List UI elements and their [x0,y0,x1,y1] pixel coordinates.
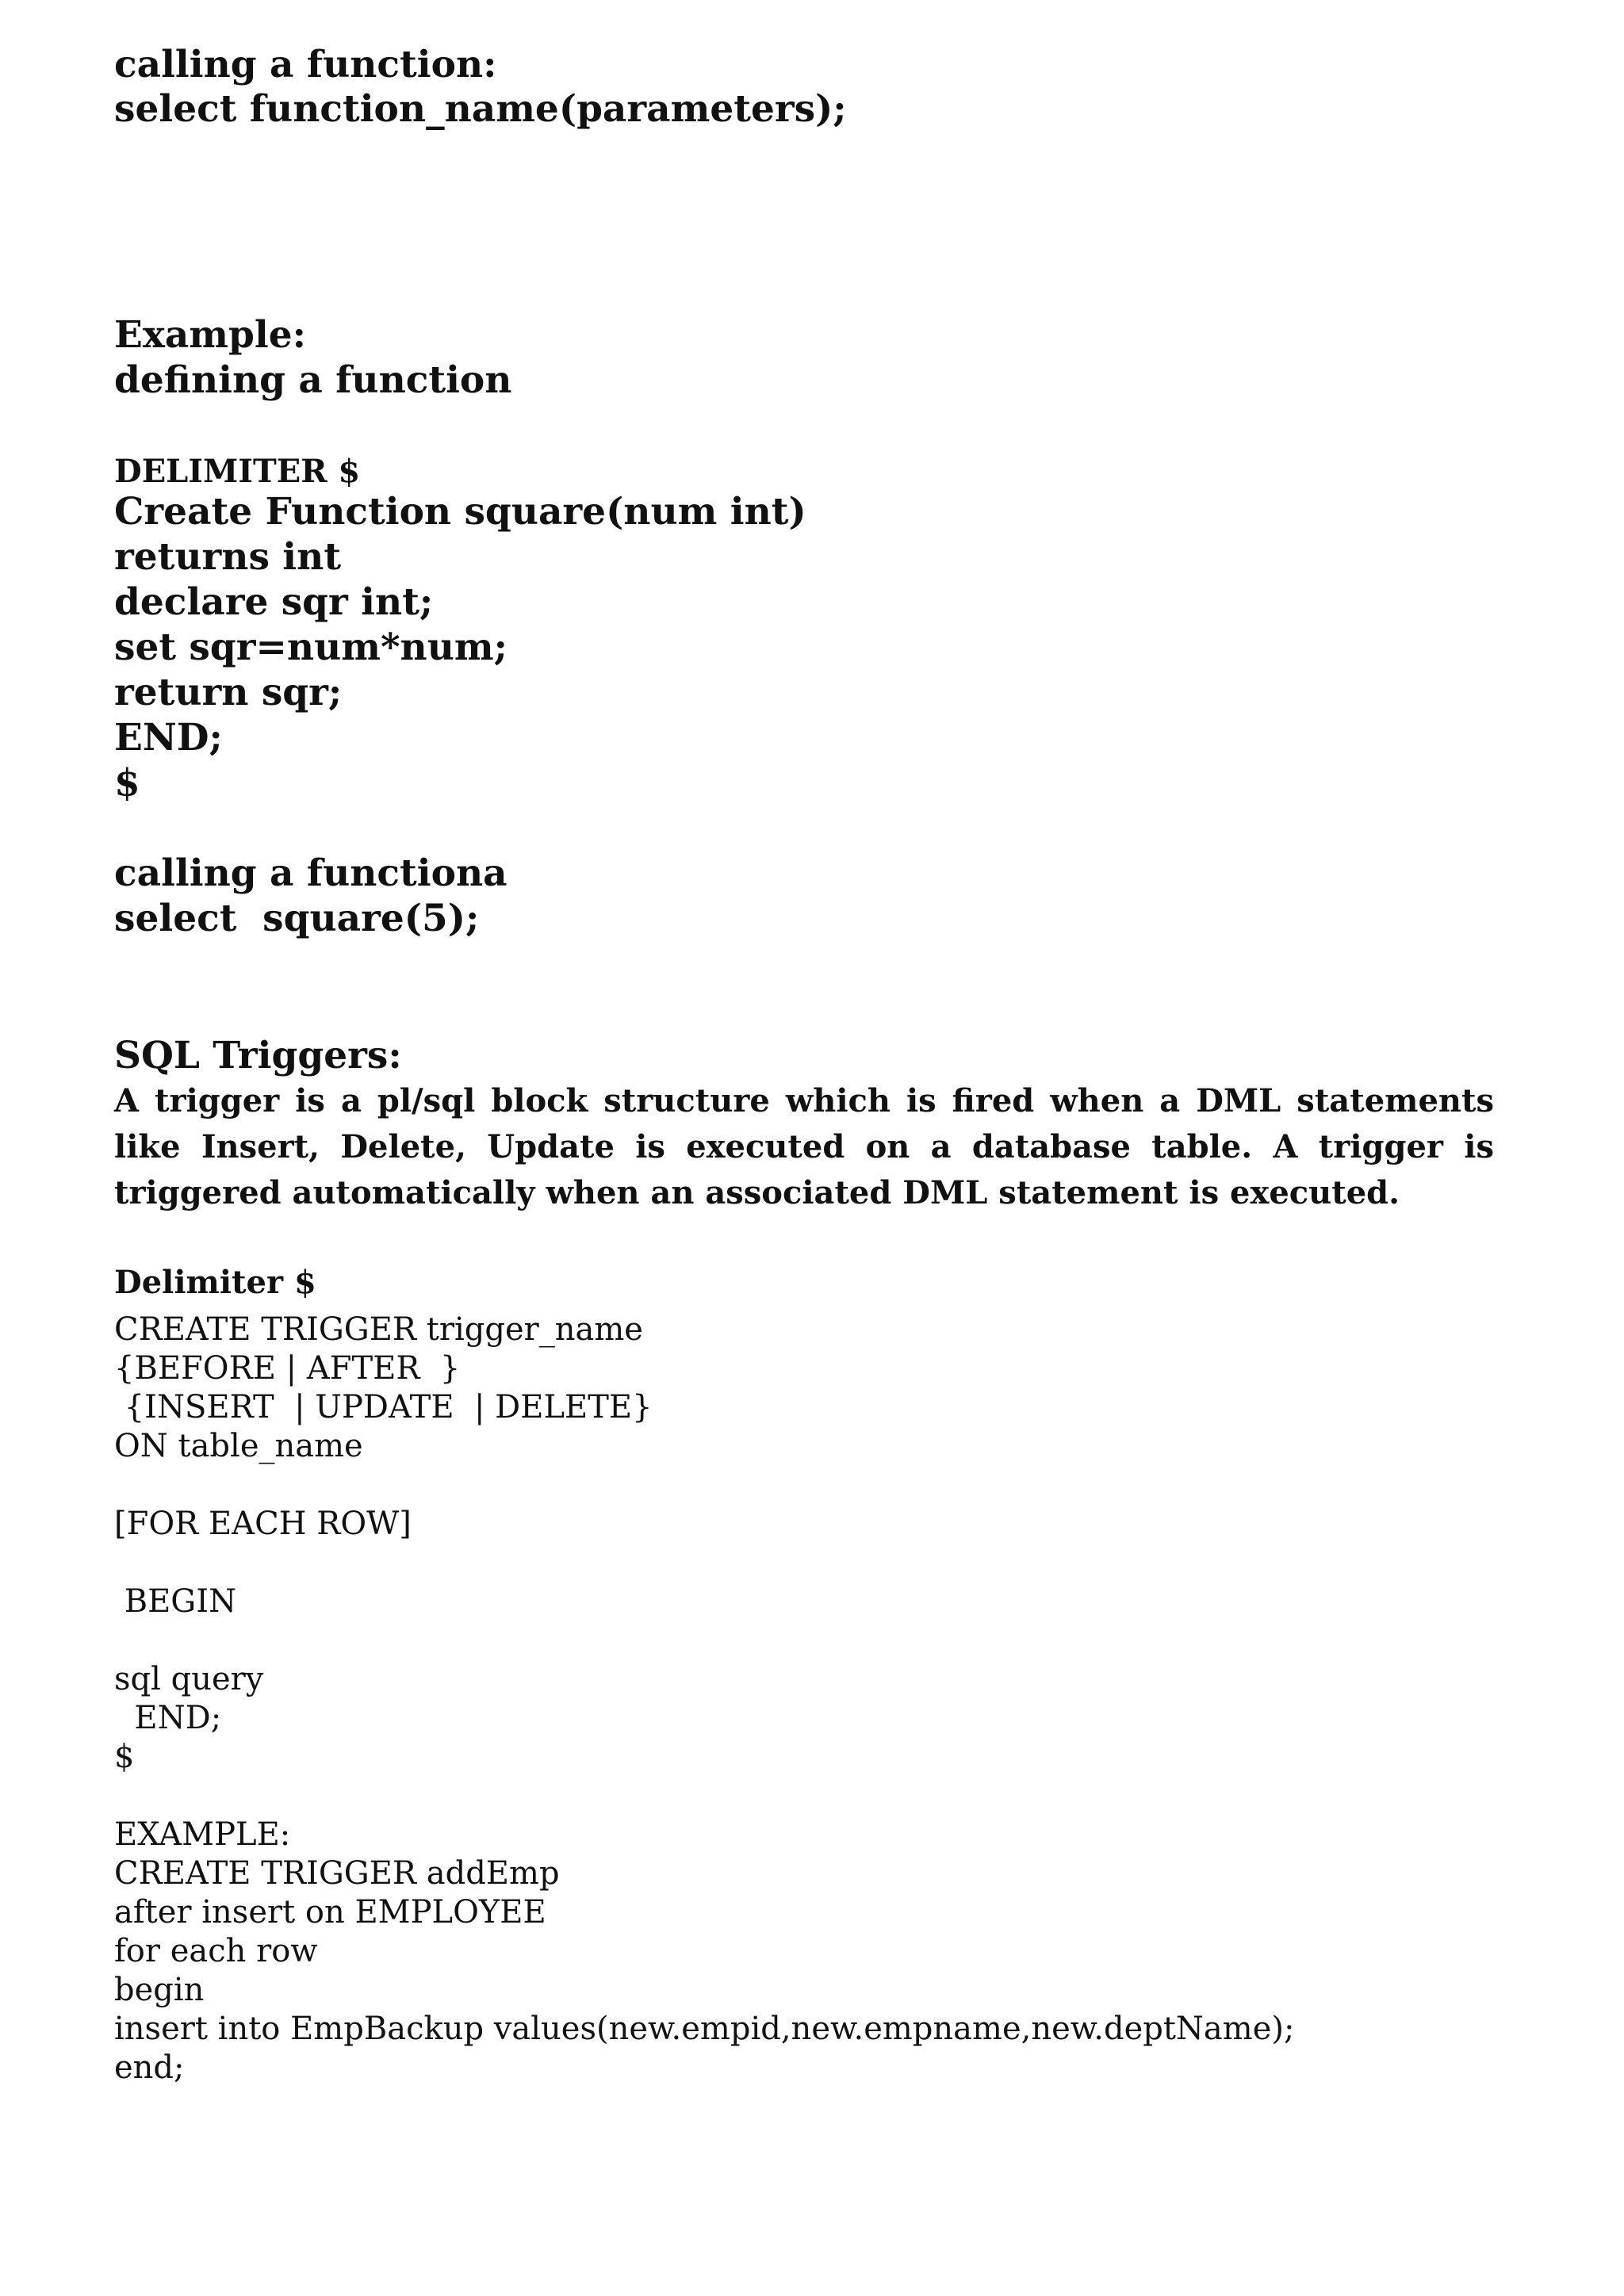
defining-function-heading: defining a function [114,358,512,402]
trigger-syntax-line: {BEFORE | AFTER } [114,1350,461,1387]
trigger-example-line: CREATE TRIGGER addEmp [114,1855,560,1892]
trigger-syntax-line: {INSERT | UPDATE | DELETE} [114,1389,653,1425]
calling-function-heading: calling a function: [114,43,497,86]
calling-example-heading: calling a functiona [114,851,508,895]
trigger-syntax-line: [FOR EACH ROW] [114,1506,412,1542]
trigger-delimiter: Delimiter $ [114,1264,316,1301]
trigger-syntax-line: END; [114,1700,222,1736]
function-code-line: declare sqr int; [114,580,434,624]
function-code-line: Create Function square(num int) [114,490,806,534]
calling-example-code: select square(5); [114,897,480,940]
function-code-line: returns int [114,535,342,579]
function-code-line: END; [114,716,223,760]
function-code-line: return sqr; [114,671,343,714]
trigger-syntax-line: CREATE TRIGGER trigger_name [114,1311,643,1348]
trigger-syntax-line: BEGIN [114,1583,237,1620]
function-code-line: set sqr=num*num; [114,626,508,669]
trigger-example-line: after insert on EMPLOYEE [114,1894,546,1931]
trigger-example-line: end; [114,2049,185,2086]
trigger-example-line: EXAMPLE: [114,1816,291,1853]
trigger-syntax-line: $ [114,1739,135,1775]
sql-triggers-title: SQL Triggers: [114,1034,402,1077]
example-heading: Example: [114,313,306,357]
trigger-syntax-line: sql query [114,1661,264,1697]
delimiter-line: DELIMITER $ [114,453,361,490]
trigger-syntax-line: ON table_name [114,1428,363,1464]
function-code-line: $ [114,761,140,805]
trigger-example-line: begin [114,1972,205,2008]
calling-function-syntax: select function_name(parameters); [114,87,847,131]
sql-triggers-description: A trigger is a pl/sql block structure which is fired when a DML statements like Insert, Delete, Update is executed on a database table. A trigger is triggered automatically when an associated DML statement is executed. [114,1082,1494,1211]
trigger-example-line: insert into EmpBackup values(new.empid,new.empname,new.deptName); [114,2011,1295,2047]
trigger-example-line: for each row [114,1933,318,1969]
